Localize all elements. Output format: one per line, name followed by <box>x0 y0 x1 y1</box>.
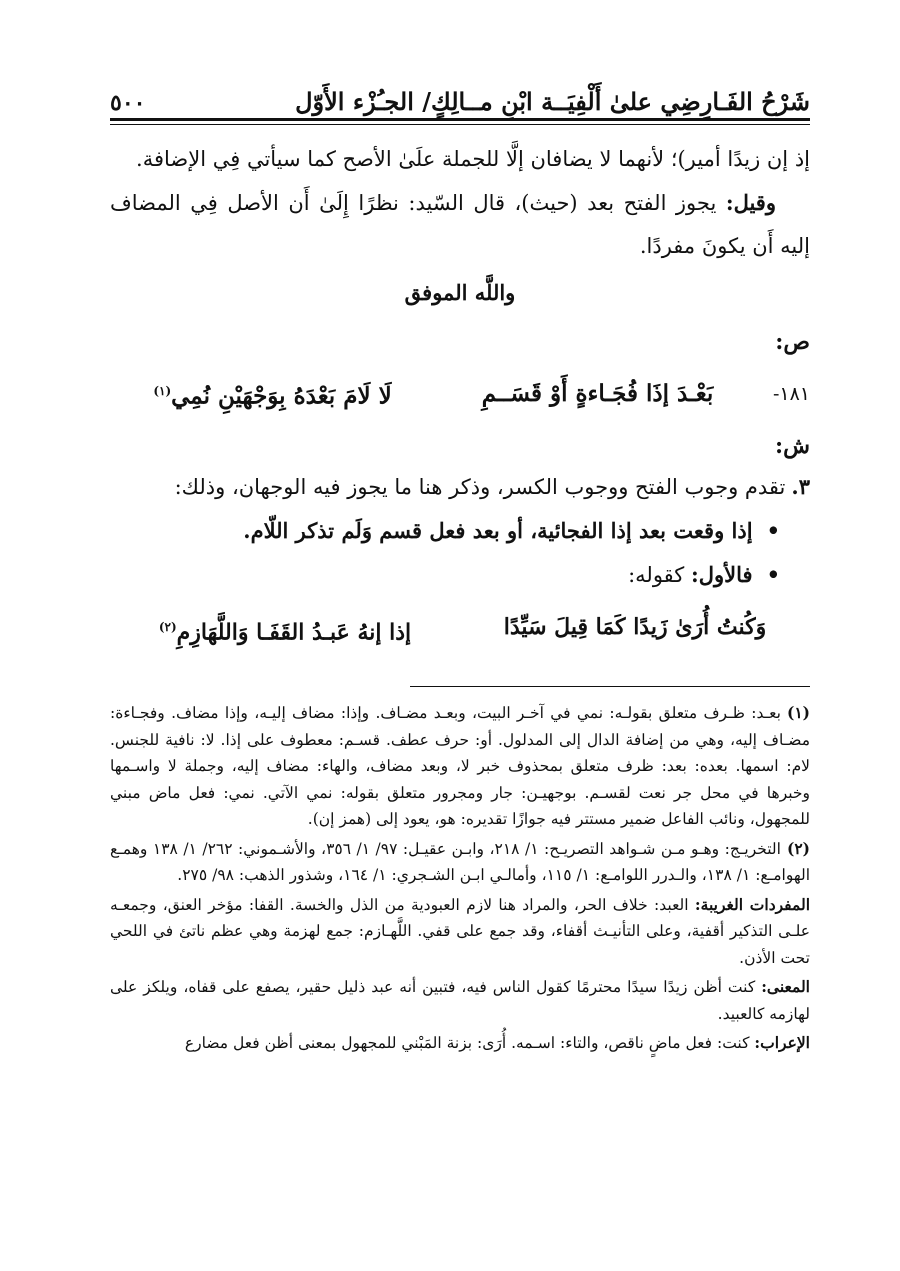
page-number: ٥٠٠ <box>110 90 146 116</box>
vocabulary-text: العبد: خلاف الحر، والمراد هنا لازم العبودية من الذل والخسة. القفا: مؤخر العنق، وجمعـه علـى التذكير أقفية، وعلى التأنيـث أقفاء، وقد جمع على قفي. اللَّهـازم: جمع لهزمة وهي عظم ناتئ في اللحي تحت الأذن. <box>110 895 810 967</box>
paragraph-1: إذ إن زيدًا أمير)؛ لأنهما لا يضافان إلَّا للجملة علَىٰ الأصح كما سيأتي فِي الإضافة. <box>136 147 810 171</box>
footnote-marker-2: (٢) <box>158 619 177 634</box>
footnote-meaning <box>110 974 810 1027</box>
verse-first-hemistich: بَعْـدَ إذَا فُجَـاءةٍ أَوْ قَسَــمِ <box>481 379 714 407</box>
footnote-marker-1: (١) <box>153 384 172 398</box>
footnote-2 <box>110 836 810 889</box>
point-3 <box>110 465 810 509</box>
header-rule <box>110 118 810 121</box>
book-page <box>110 0 810 1271</box>
alfiyya-verse <box>110 365 810 423</box>
irab-heading: الإعراب: <box>754 1033 810 1052</box>
point-number: ٣. <box>791 473 810 499</box>
vocabulary-heading: المفردات الغريبة: <box>694 894 810 914</box>
footnote-separator <box>410 686 810 687</box>
poem-second-hemistich <box>110 601 460 658</box>
irab-text: كنت: فعل ماضٍ ناقص، والتاء: اسـمه. أُرَى: بزنة المَبْني للمجهول بمعنى أظن فعل مضارع <box>184 1034 755 1052</box>
meaning-text: كنت أظن زيدًا سيدًا محترمًا كقول الناس فيه، فتبين أنه عبد ذليل حقير، يصفع على قفاه، ويلكز على لهازمه كالعبيد. <box>110 978 810 1023</box>
verse-number: ١٨١- <box>772 382 810 405</box>
paragraph-2-lead: وقيل: <box>725 190 776 215</box>
poetry-verse <box>110 601 810 658</box>
footnote-1-text: بعـد: ظـرف متعلق بقولـه: نمي في آخـر البيت، وبعـد مضـاف. وإذا: مضاف إليـه، وإذا مضاف. وفجـاءة: مضـاف إليه، وهي من إضافة الدال إلى المدلول. أو: حرف عطف. قسـم: معطوف على إذا. لا: نافية للجنس. لام: اسمها. بعده: بعد: ظرف متعلق بمحذوف خبر لا، وبعد مضاف، والهاء: مضاف إليه، وجملة لا واسـمها وخبرها في محل جر نعت لقسـم. بوجهيـن: جار ومجرور متعلق بقوله: نمي الآتي. نمي: فعل ماض مبني للمجهول، ونائب الفاعل ضمير مستتر فيه جوازًا تقديره: هو، يعود إلى (همز إن). <box>110 704 810 828</box>
running-title: شَرْحُ الفَـارِضِي علىٰ أَلْفِيَــة ابْنِ مــالِكٍ/ الجـُزْء الأَوّل <box>295 87 810 116</box>
bullet-2-text: كقوله: <box>628 562 691 587</box>
footnote-2-number: (٢) <box>786 838 810 858</box>
footnotes <box>110 700 810 1060</box>
bullet-2 <box>110 553 780 597</box>
header-rule-thin <box>110 124 810 125</box>
footnote-2-text: التخريـج: وهـو مـن شـواهد التصريـح: ١/ ٢١٨، وابـن عقيـل: ٩٧/ ١/ ٣٥٦، والأشـموني: ٢٦٢/ ١/ ١٣٨ وهمـع الهوامـع: ١/ ١٣٨، والـدرر اللوامـع: ١/ ١١٥، وأمالـي ابـن الشـجري: ١/ ١٦٤، وشذور الذهب: ٩٨/ ٢٧٥. <box>110 839 810 884</box>
text-label: ص: <box>775 329 810 355</box>
paragraph-2-text: يجوز الفتح بعد (حيث)، قال السّيد: نظرًا إِلَىٰ أَن الأصل فِي المضاف إليه أَن يكونَ مفردًا. <box>110 191 810 258</box>
paragraph-2 <box>110 181 810 268</box>
point-text: تقدم وجوب الفتح ووجوب الكسر، وذكر هنا ما يجوز فيه الوجهان، وذلك: <box>174 474 786 499</box>
meaning-heading: المعنى: <box>761 977 810 996</box>
bullet-2-lead: فالأول: <box>690 561 753 587</box>
verse-second-hemistich-text: لَا لَامَ بَعْدَهُ بِوَجْهَيْنِ نُمِي <box>171 382 392 410</box>
footnote-1-number: (١) <box>786 703 810 722</box>
bullet-1: • إذا وقعت بعد إذا الفجائية، أو بعد فعل قسم وَلَم تذكر اللّام. <box>110 509 780 553</box>
closing-phrase: واللَّه الموفق <box>404 280 516 305</box>
verse-second-hemistich <box>110 365 435 423</box>
poem-second-hemistich-text: إذا إنهُ عَبـدُ القَفَـا وَاللَّهَازِمِ <box>176 618 412 645</box>
commentary-label: ش: <box>775 432 810 459</box>
footnote-1 <box>110 700 810 833</box>
poem-first-hemistich: وَكُنتُ أُرَىٰ زَيدًا كَمَا قِيلَ سَيِّدًا <box>503 613 767 640</box>
footnote-vocabulary <box>110 892 810 972</box>
page-header <box>110 68 810 116</box>
main-text <box>110 138 810 658</box>
footnote-irab <box>110 1030 810 1057</box>
